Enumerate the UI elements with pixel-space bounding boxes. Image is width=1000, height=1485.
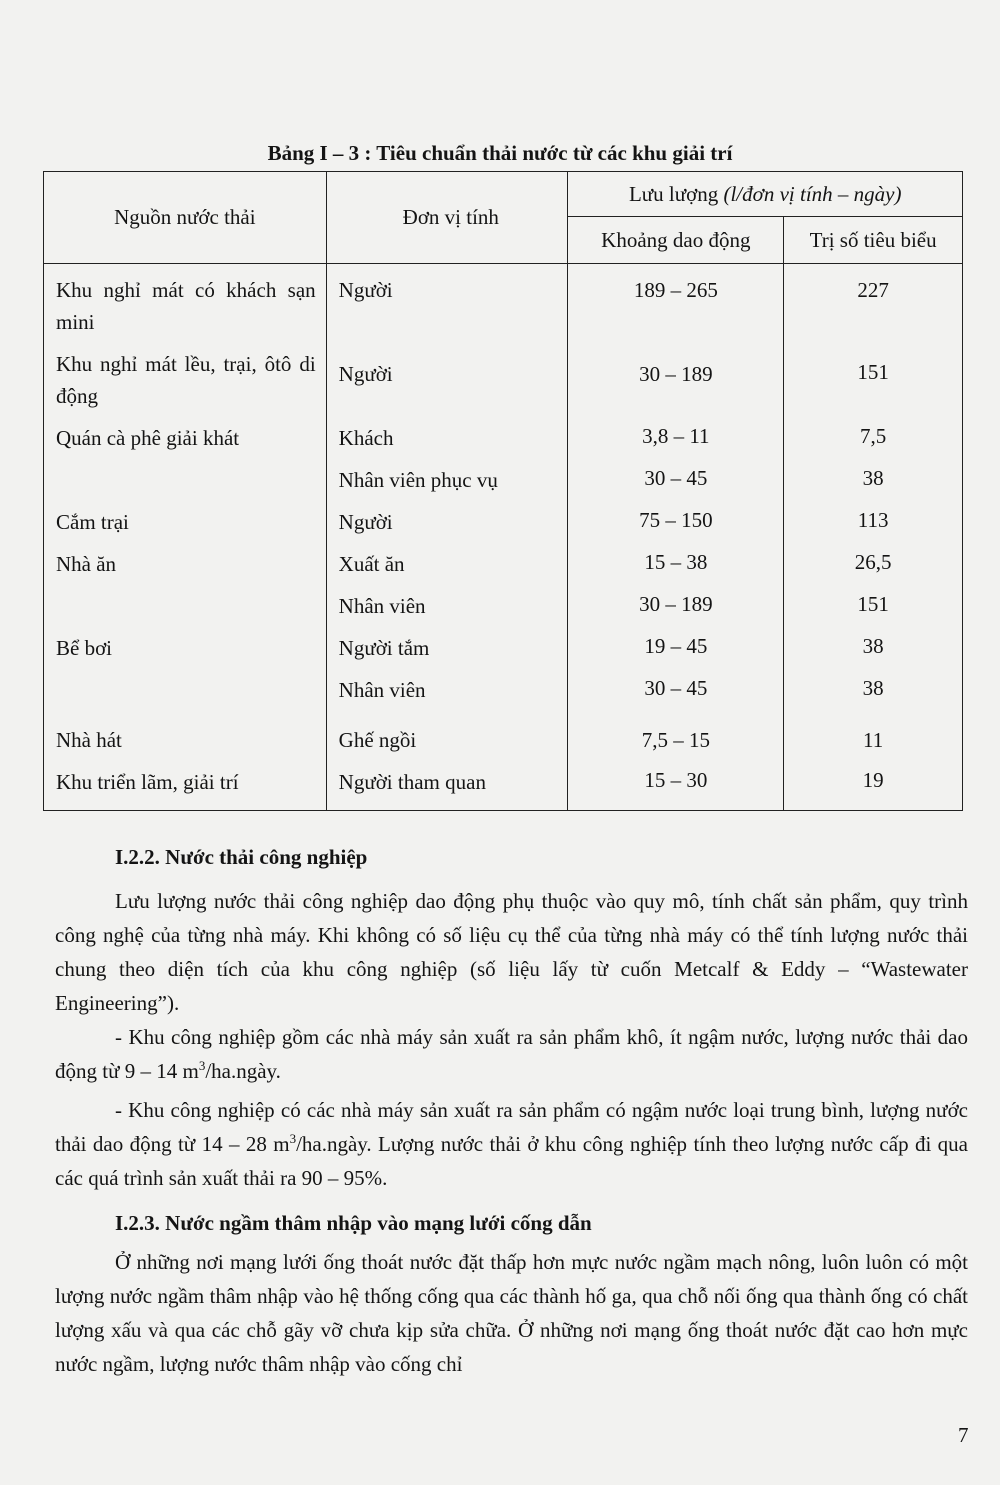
table-row [44,758,963,811]
cell-typical: 113 [784,498,963,540]
cell-source: Bể bơi [44,624,327,666]
section-heading-industrial: I.2.2. Nước thải công nghiệp [115,845,368,869]
cell-unit: Người tham quan [326,758,568,811]
header-unit: Đơn vị tính [326,172,568,264]
paragraph-text: Ở những nơi mạng lưới ống thoát nước đặt thấp hơn mực nước ngầm mạch nông, luôn luôn có một lượng nước ngầm thâm nhập vào hệ thống cống qua các thành hố ga, qua chỗ nối ống qua thành ống có chất lượng xấu và qua các chỗ gãy vỡ chưa kịp sửa chữa. Ở những nơi mạng ống thoát nước đặt cao hơn mực nước ngầm, lượng nước thâm nhập vào cống chỉ [55,1250,968,1376]
paragraph-text: /ha.ngày. Lượng nước thải ở khu công nghiệp tính theo lượng nước cấp đi qua các quá trình sản xuất thải ra 90 – 95%. [55,1132,968,1190]
cell-unit: Người tắm [326,624,568,666]
paragraph-text: - Khu công nghiệp có các nhà máy sản xuất ra sản phẩm có ngậm nước loại trung bình, lượng nước thải dao động từ 14 – 28 m [55,1098,968,1156]
table-row [44,498,963,540]
superscript: 3 [289,1131,297,1146]
cell-typical: 151 [784,582,963,624]
table-row [44,624,963,666]
cell-unit: Xuất ăn [326,540,568,582]
cell-source: Khu triển lãm, giải trí [44,758,327,811]
table-row [44,540,963,582]
cell-typical: 227 [784,264,963,341]
cell-range: 75 – 150 [568,498,784,540]
cell-unit: Người [326,498,568,540]
cell-typical: 38 [784,624,963,666]
table-row [44,582,963,624]
cell-unit: Khách [326,414,568,456]
paragraph-dry-products [55,1020,968,1088]
paragraph-text: Lưu lượng nước thải công nghiệp dao động phụ thuộc vào quy mô, tính chất sản phẩm, quy trình công nghệ của từng nhà máy. Khi không có số liệu cụ thể của từng nhà máy có thể tính lượng nước thải chung theo diện tích của khu công nghiệp (số liệu lấy từ cuốn Metcalf & Eddy – “Wastewater Engineering”). [55,889,968,1015]
cell-source [44,582,327,624]
cell-range: 19 – 45 [568,624,784,666]
section-heading-groundwater: I.2.3. Nước ngầm thâm nhập vào mạng lưới cống dẫn [115,1211,592,1235]
header-flow-unit: (l/đơn vị tính – ngày) [723,181,902,206]
header-range: Khoảng dao động [568,217,784,264]
paragraph-groundwater [55,1245,968,1381]
cell-source: Nhà hát [44,708,327,758]
header-source: Nguồn nước thải [44,172,327,264]
cell-range: 30 – 189 [568,340,784,414]
header-flow [568,172,963,217]
table-row [44,414,963,456]
cell-typical: 19 [784,758,963,811]
table-title: Bảng I – 3 : Tiêu chuẩn thải nước từ các khu giải trí [267,141,733,165]
header-flow-label: Lưu lượng [628,181,724,206]
cell-range: 15 – 30 [568,758,784,811]
cell-typical: 7,5 [784,414,963,456]
cell-unit: Nhân viên phục vụ [326,456,568,498]
cell-source: Khu nghỉ mát lều, trại, ôtô di động [44,340,327,414]
table-row [44,666,963,708]
cell-unit: Nhân viên [326,666,568,708]
table-row [44,264,963,341]
cell-range: 15 – 38 [568,540,784,582]
cell-typical: 38 [784,456,963,498]
cell-source [44,666,327,708]
superscript: 3 [198,1058,206,1073]
cell-typical: 151 [784,340,963,414]
cell-range: 30 – 45 [568,456,784,498]
cell-typical: 38 [784,666,963,708]
cell-typical: 11 [784,708,963,758]
cell-range: 189 – 265 [568,264,784,341]
cell-source: Quán cà phê giải khát [44,414,327,456]
cell-unit: Người [326,264,568,341]
cell-source: Khu nghỉ mát có khách sạn mini [44,264,327,341]
cell-unit: Nhân viên [326,582,568,624]
cell-source: Cắm trại [44,498,327,540]
cell-source: Nhà ăn [44,540,327,582]
table-row [44,456,963,498]
cell-range: 30 – 45 [568,666,784,708]
paragraph-industrial-intro [55,884,968,1020]
page-number: 7 [958,1423,969,1447]
wastewater-table [43,171,963,811]
cell-unit: Ghế ngồi [326,708,568,758]
cell-typical: 26,5 [784,540,963,582]
paragraph-text: - Khu công nghiệp gồm các nhà máy sản xuất ra sản phẩm khô, ít ngậm nước, lượng nước thải dao động từ 9 – 14 m [55,1025,968,1083]
cell-source [44,456,327,498]
header-typical: Trị số tiêu biểu [784,217,963,264]
table-row [44,340,963,414]
cell-range: 7,5 – 15 [568,708,784,758]
paragraph-wet-products [55,1093,968,1195]
cell-unit: Người [326,340,568,414]
table-row [44,708,963,758]
cell-range: 3,8 – 11 [568,414,784,456]
paragraph-text: /ha.ngày. [205,1059,281,1083]
cell-range: 30 – 189 [568,582,784,624]
